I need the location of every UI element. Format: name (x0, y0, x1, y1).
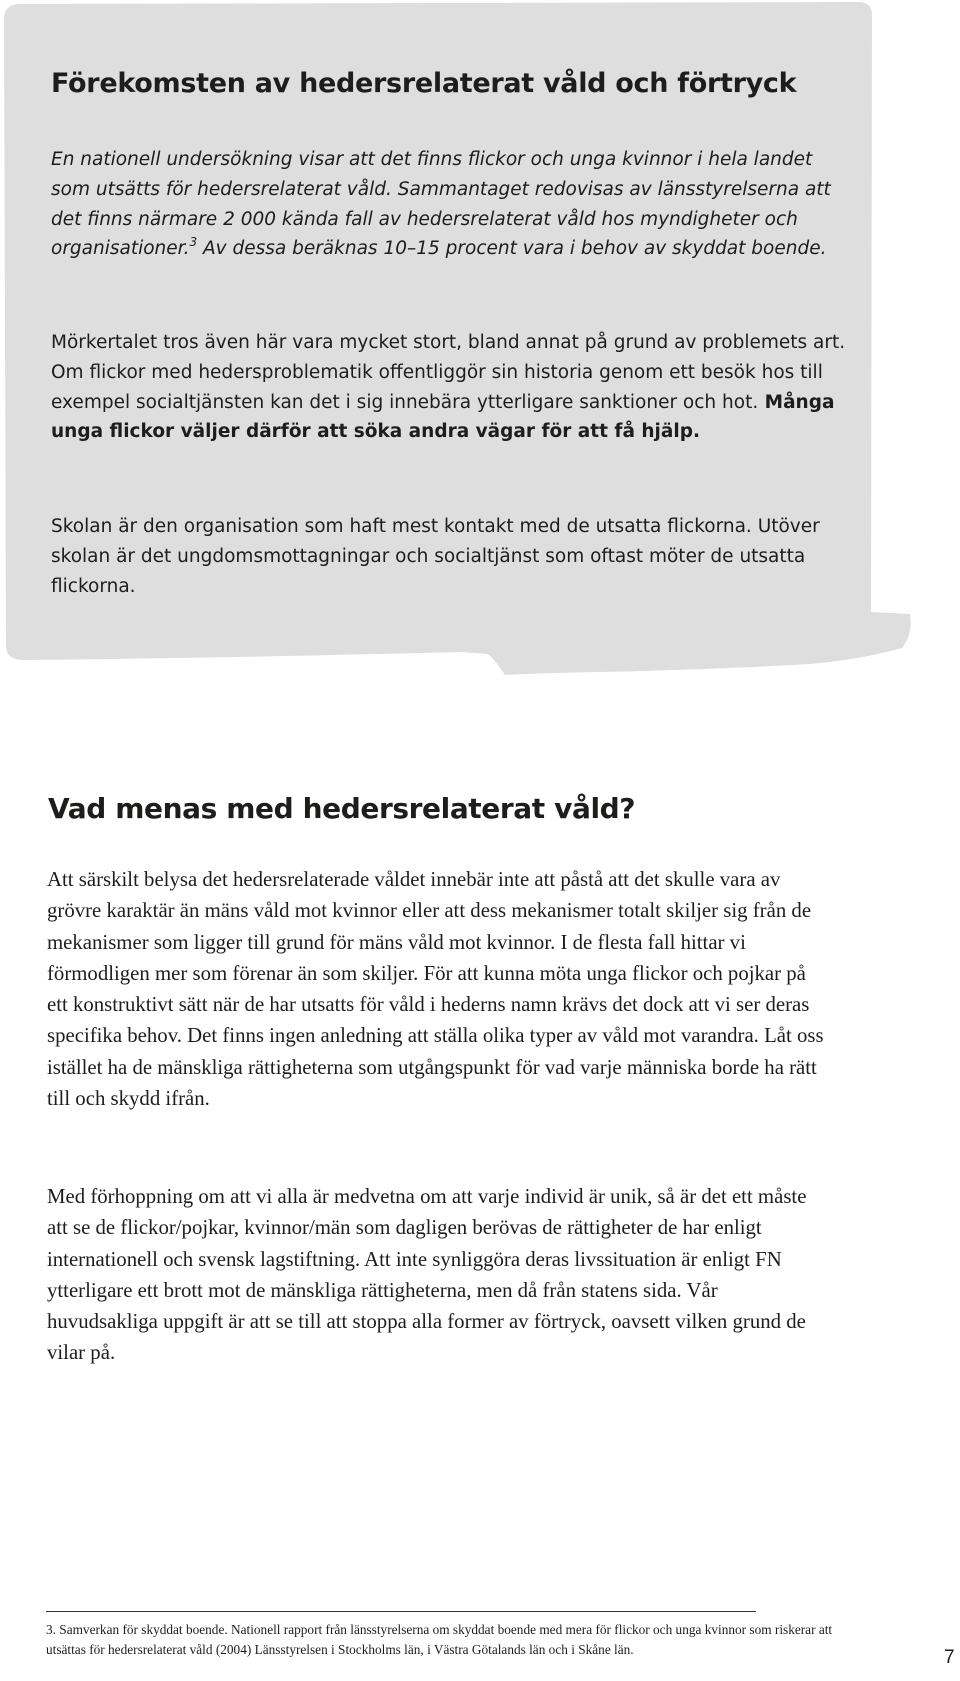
morkertal-paragraph (51, 328, 851, 447)
morkertal-text: Mörkertalet tros även här vara mycket stort, bland annat på grund av problemets art. Om flickor med hedersproblematik offentliggör sin historia genom ett besök hos till exempel socialtjänsten kan det i sig innebära ytterligare sanktioner och hot. (51, 332, 846, 413)
skolan-paragraph: Skolan är den organisation som haft mest kontakt med de utsatta flickorna. Utöver skolan är det ungdomsmottagningar och socialtjänst som oftast möter de utsatta flickorna. (51, 516, 820, 597)
intro-text: En nationell undersökning visar att det finns flickor och unga kvinnor i hela landet som utsätts för hedersrelaterat våld. Sammantaget redovisas av länsstyrelserna att det finns närmare 2 000 kända fall av hedersrelaterat våld hos myndigheter och organisationer. (51, 149, 831, 260)
body-paragraph: Med förhoppning om att vi alla är medvetna om att varje individ är unik, så är det ett måste att se de flickor/pojkar, kvinnor/män som dagligen berövas de rättigheter de har enligt internationell och svensk lagstiftning. Att inte synliggöra deras livssituation är enligt FN ytterligare ett brott mot de mänskliga rättigheterna, men då från statens sida. Vår huvudsakliga uppgift är att se till att stoppa alla former av förtryck, oavsett vilken grund de vilar på. (47, 1185, 807, 1365)
section-heading: Vad menas med hedersrelaterat våld? (48, 792, 636, 825)
box-title: Förekomsten av hedersrelaterat våld och förtryck (51, 68, 797, 99)
footnote-divider (46, 1611, 756, 1612)
intro-paragraph (51, 145, 851, 264)
body-paragraph: Att särskilt belysa det hedersrelaterade våldet innebär inte att påstå att det skulle vara av grövre karaktär än mäns våld mot kvinnor eller att dess mekanismer totalt skiljer sig från de mekanismer som ligger till grund för mäns våld mot kvinnor. I de flesta fall hittar vi förmodligen mer som förenar än som skiljer. För att kunna möta unga flickor och pojkar på ett konstruktivt sätt när de har utsatts för våld i hederns namn krävs det dock att vi ser deras specifika behov. Det finns ingen anledning att ställa olika typer av våld mot varandra. Låt oss istället ha de mänskliga rättigheterna som utgångspunkt för vad varje människa borde ha rätt till och skydd ifrån. (47, 868, 824, 1111)
footnote-reference: 3 (189, 235, 198, 250)
page-number: 7 (944, 1647, 955, 1668)
intro-text-after: Av dessa beräknas 10–15 procent vara i behov av skyddat boende. (197, 238, 827, 260)
morkertal-emphasis: Många unga flickor väljer därför att söka andra vägar för att få hjälp. (51, 391, 835, 443)
footnote: 3. Samverkan för skyddat boende. Nationell rapport från länsstyrelserna om skyddat boende med mera för flickor och unga kvinnor som riskerar att utsättas för hedersrelaterat våld (2004) Länsstyrelsen i Stockholms län, i Västra Götalands län och i Skåne län. (46, 1622, 833, 1657)
